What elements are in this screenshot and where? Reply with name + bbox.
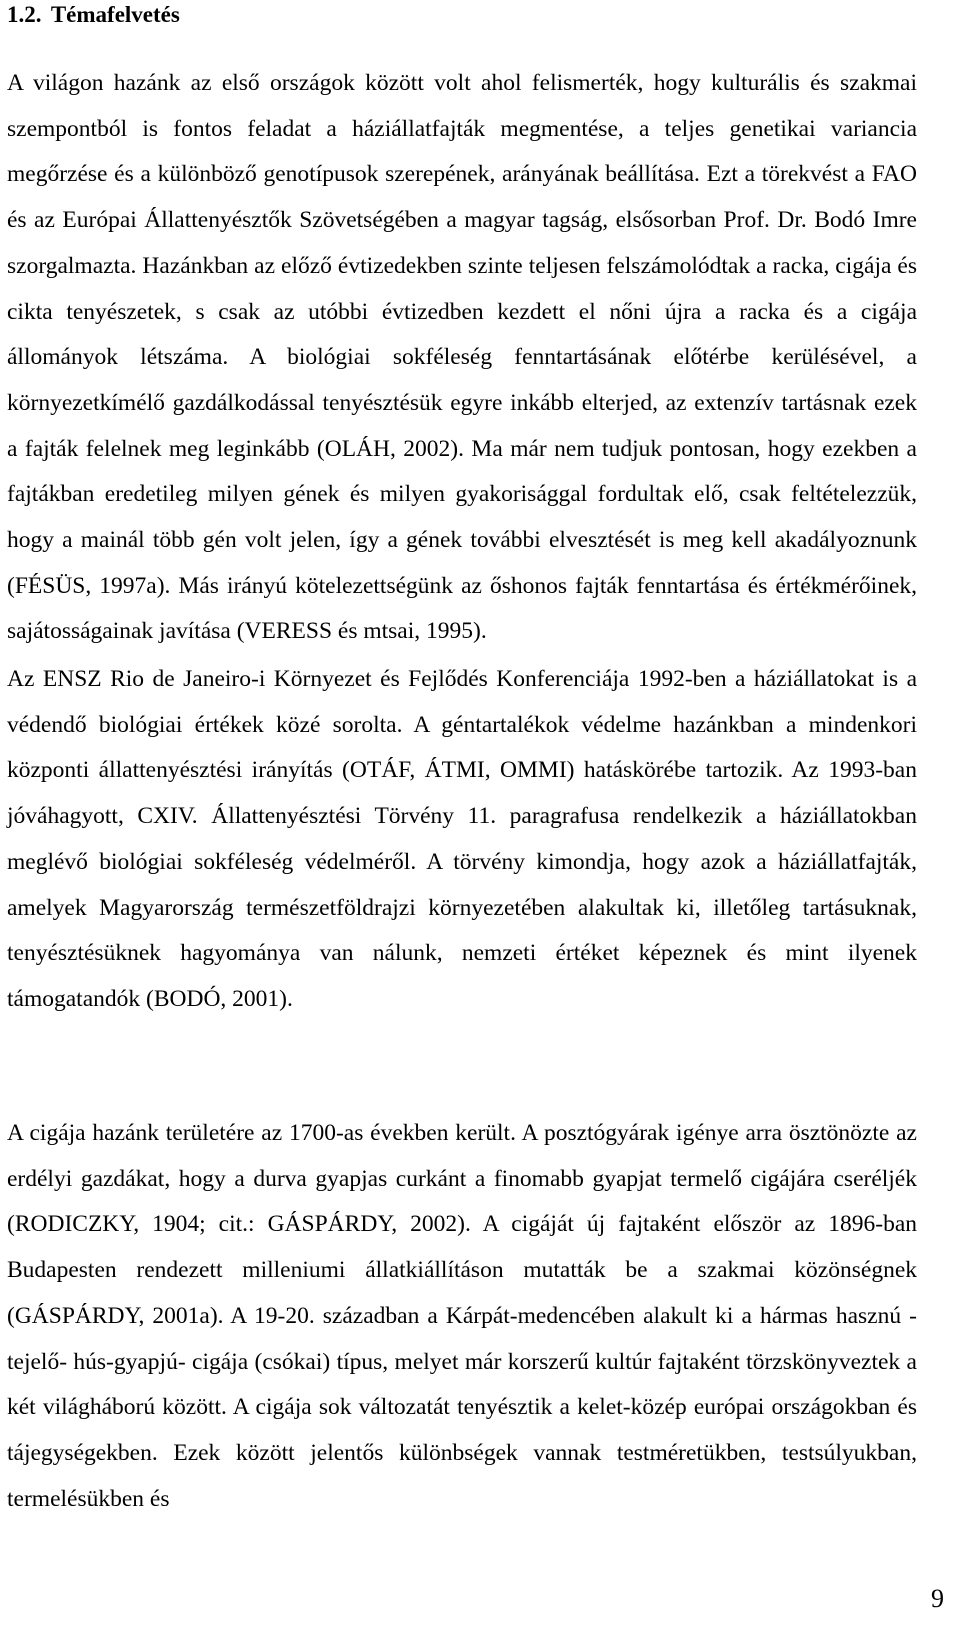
- paragraph-2: Az ENSZ Rio de Janeiro-i Környezet és Fejlődés Konferenciája 1992-ben a háziállatokat is a védendő biológiai értékek közé sorolta. A géntartalékok védelme hazánkban a mindenkori központi állattenyésztési irányítás (OTÁF, ÁTMI, OMMI) hatáskörébe tartozik. Az 1993-ban jóváhagyott, CXIV. Állattenyésztési Törvény 11. paragrafusa rendelkezik a háziállatokban meglévő biológiai sokféleség védelméről. A törvény kimondja, hogy azok a háziállatfajták, amelyek Magyarország természetföldrajzi környezetében alakultak ki, illetőleg tartásuknak, tenyésztésüknek hagyománya van nálunk, nemzeti értéket képeznek és mint ilyenek támogatandók (BODÓ, 2001).: [7, 666, 917, 1012]
- section-title: Témafelvetés: [50, 2, 180, 27]
- paragraph-1: A világon hazánk az első országok között volt ahol felismerték, hogy kulturális és szakmai szempontból is fontos feladat a háziállatfajták megmentése, a teljes genetikai variancia megőrzése és a különböző genotípusok szerepének, arányának beállítása. Ezt a törekvést a FAO és az Európai Állattenyésztők Szövetségében a magyar tagság, elsősorban Prof. Dr. Bodó Imre szorgalmazta. Hazánkban az előző évtizedekben szinte teljesen felszámolódtak a racka, cigája és cikta tenyészetek, s csak az utóbbi évtizedben kezdett el nőni újra a racka és a cigája állományok létszáma. A biológiai sokféleség fenntartásának előtérbe kerülésével, a környezetkímélő gazdálkodással tenyésztésük egyre inkább elterjed, az extenzív tartásnak ezek a fajták felelnek meg leginkább (OLÁH, 2002). Ma már nem tudjuk pontosan, hogy ezekben a fajtákban eredetileg milyen gének és milyen gyakorisággal fordultak elő, csak feltételezzük, hogy a mainál több gén volt jelen, így a gének további elvesztését is meg kell akadályoznunk (FÉSÜS, 1997a). Más irányú kötelezettségünk az őshonos fajták fenntartása és értékmérőinek, sajátosságainak javítása (VERESS és mtsai, 1995).: [7, 70, 917, 645]
- section-heading: [7, 0, 180, 30]
- paragraph-3: A cigája hazánk területére az 1700-as években került. A posztógyárak igénye arra ösztönözte az erdélyi gazdákat, hogy a durva gyapjas curkánt a finomabb gyapjat termelő cigájára cseréljék (RODICZKY, 1904; cit.: GÁSPÁRDY, 2002). A cigáját új fajtaként először az 1896-ban Budapesten rendezett milleniumi állatkiállításon mutatták be a szakmai közönségnek (GÁSPÁRDY, 2001a). A 19-20. században a Kárpát-medencében alakult ki a hármas hasznú -tejelő- hús-gyapjú- cigája (csókai) típus, melyet már korszerű kultúr fajtaként törzskönyveztek a két világháború között. A cigája sok változatát tenyésztik a kelet-közép európai országokban és tájegységekben. Ezek között jelentős különbségek vannak testméretükben, testsúlyukban, termelésükben és: [7, 1120, 917, 1512]
- page-number: 9: [931, 1584, 944, 1613]
- section-number: 1.2.: [7, 2, 42, 27]
